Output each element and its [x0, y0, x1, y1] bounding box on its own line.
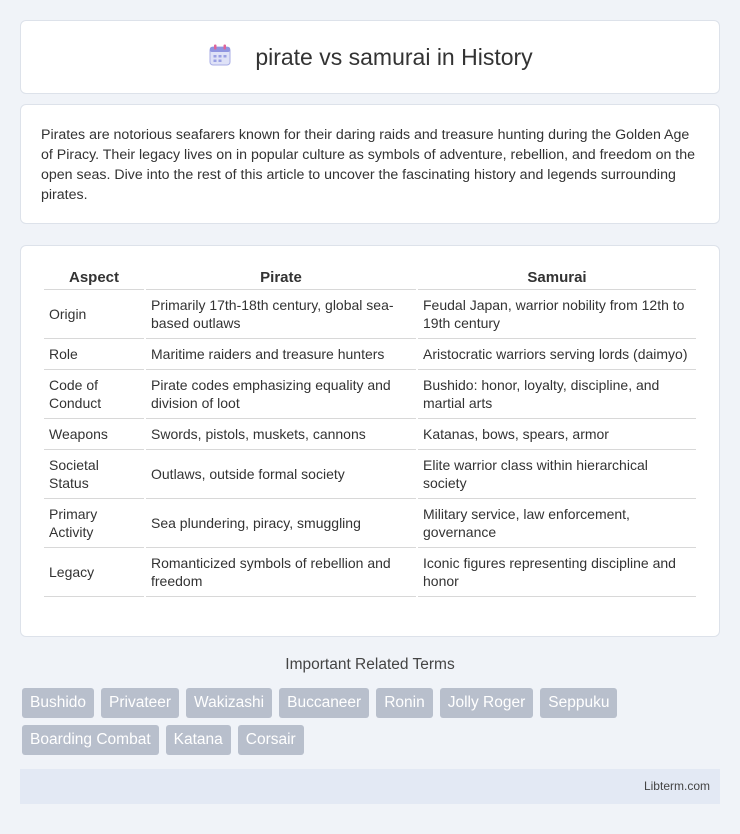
cell-samurai: Elite warrior class within hierarchical society [418, 450, 696, 499]
related-terms-title: Important Related Terms [285, 656, 455, 673]
cell-aspect: Primary Activity [44, 499, 144, 548]
cell-pirate: Pirate codes emphasizing equality and division of loot [146, 370, 416, 419]
table-row [44, 450, 696, 499]
intro-text: Pirates are notorious seafarers known for their daring raids and treasure hunting during the Golden Age of Piracy. Their legacy lives on in popular culture as symbols of adventure, rebellion, and freedom on the open seas. Dive into the rest of this article to uncover the fascinating history and legends surrounding pirates. [41, 127, 696, 203]
cell-aspect: Role [44, 339, 144, 370]
comparison-card [20, 245, 720, 637]
table-row [44, 339, 696, 370]
cell-pirate: Outlaws, outside formal society [146, 450, 416, 499]
table-header-row [44, 266, 696, 290]
table-row [44, 370, 696, 419]
tag-ronin[interactable]: Ronin [376, 688, 433, 718]
tag-privateer[interactable]: Privateer [101, 688, 179, 718]
tag-buccaneer[interactable]: Buccaneer [279, 688, 369, 718]
cell-aspect: Societal Status [44, 450, 144, 499]
tag-corsair[interactable]: Corsair [238, 725, 304, 755]
footer [20, 769, 720, 804]
cell-aspect: Code of Conduct [44, 370, 144, 419]
cell-samurai: Aristocratic warriors serving lords (daimyo) [418, 339, 696, 370]
cell-aspect: Origin [44, 290, 144, 339]
table-row [44, 548, 696, 597]
table-row [44, 290, 696, 339]
tag-bushido[interactable]: Bushido [22, 688, 94, 718]
cell-samurai: Katanas, bows, spears, armor [418, 419, 696, 450]
calendar-icon [207, 42, 233, 73]
header-samurai: Samurai [418, 266, 696, 290]
footer-site-link[interactable]: Libterm.com [643, 779, 710, 793]
header-card [20, 20, 720, 94]
cell-aspect: Weapons [44, 419, 144, 450]
page-title: pirate vs samurai in History [255, 43, 533, 70]
cell-pirate: Romanticized symbols of rebellion and freedom [146, 548, 416, 597]
tag-katana[interactable]: Katana [166, 725, 231, 755]
cell-pirate: Swords, pistols, muskets, cannons [146, 419, 416, 450]
cell-samurai: Bushido: honor, loyalty, discipline, and martial arts [418, 370, 696, 419]
cell-pirate: Maritime raiders and treasure hunters [146, 339, 416, 370]
related-terms-list [22, 688, 722, 755]
cell-samurai: Iconic figures representing discipline and honor [418, 548, 696, 597]
header-aspect: Aspect [44, 266, 144, 290]
header-inner [207, 42, 532, 73]
cell-pirate: Primarily 17th-18th century, global sea-based outlaws [146, 290, 416, 339]
intro-card [20, 104, 720, 224]
cell-pirate: Sea plundering, piracy, smuggling [146, 499, 416, 548]
tag-boarding-combat[interactable]: Boarding Combat [22, 725, 159, 755]
cell-samurai: Military service, law enforcement, governance [418, 499, 696, 548]
comparison-table [42, 266, 698, 597]
cell-samurai: Feudal Japan, warrior nobility from 12th to 19th century [418, 290, 696, 339]
table-row [44, 499, 696, 548]
header-pirate: Pirate [146, 266, 416, 290]
tag-wakizashi[interactable]: Wakizashi [186, 688, 272, 718]
cell-aspect: Legacy [44, 548, 144, 597]
table-row [44, 419, 696, 450]
tag-seppuku[interactable]: Seppuku [540, 688, 617, 718]
tag-jolly-roger[interactable]: Jolly Roger [440, 688, 534, 718]
